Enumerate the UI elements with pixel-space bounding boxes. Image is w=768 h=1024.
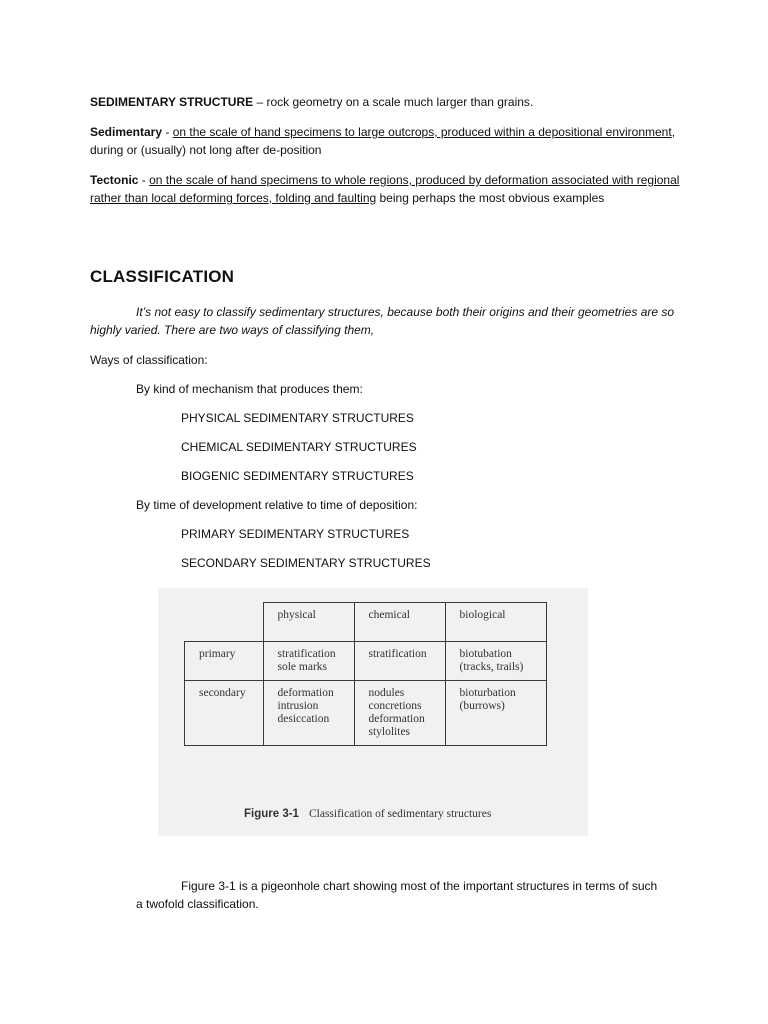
section-heading: CLASSIFICATION (90, 267, 235, 286)
table-corner (185, 603, 264, 642)
figure-3-1 (158, 588, 588, 836)
cell-line: intrusion (277, 700, 319, 712)
mechanism-item-physical: PHYSICAL SEDIMENTARY STRUCTURES (181, 411, 414, 425)
table-cell (354, 681, 445, 746)
classification-intro: It’s not easy to classify sedimentary structures, because both their origins and their geometries are so highly varied. There are two ways of classifying them, (90, 305, 675, 337)
cell-line: stratification (277, 648, 336, 660)
cell-line: desiccation (277, 713, 330, 725)
definition-text: being perhaps the most obvious examples (376, 191, 605, 205)
cell-line: stratification (368, 648, 427, 660)
term: SEDIMENTARY STRUCTURE (90, 95, 254, 109)
cell-line: deformation (277, 687, 334, 699)
underlined-definition: on the scale of hand specimens to whole regions, produced by deformation associated with regional rather than local deforming forces, folding and faulting (90, 173, 680, 205)
closing-paragraph: Figure 3-1 is a pigeonhole chart showing most of the important structures in terms of such a twofold classification. (136, 879, 658, 911)
table-cell (263, 642, 354, 681)
definition-text: – rock geometry on a scale much larger than grains. (253, 95, 534, 109)
ways-label: Ways of classification: (90, 353, 208, 367)
time-item-secondary: SECONDARY SEDIMENTARY STRUCTURES (181, 556, 431, 570)
table-header-row (185, 603, 547, 642)
row-header-primary: primary (185, 642, 264, 681)
cell-line: deformation (368, 713, 425, 725)
table-row (185, 642, 547, 681)
cell-line: bioturbation (459, 687, 516, 699)
definition-tectonic (90, 171, 680, 207)
figure-label: Figure 3-1 (244, 808, 299, 820)
classification-table (184, 602, 547, 746)
column-header-chemical: chemical (354, 603, 445, 642)
table-cell (445, 642, 546, 681)
table-cell (445, 681, 546, 746)
cell-line: (burrows) (459, 700, 505, 712)
mechanism-item-chemical: CHEMICAL SEDIMENTARY STRUCTURES (181, 440, 417, 454)
mechanism-item-biogenic: BIOGENIC SEDIMENTARY STRUCTURES (181, 469, 414, 483)
column-header-physical: physical (263, 603, 354, 642)
underlined-definition: on the scale of hand specimens to large outcrops, produced within a depositional environment (172, 125, 672, 139)
dash: - (138, 173, 150, 187)
cell-line: nodules (368, 687, 405, 699)
classification-section (90, 268, 234, 286)
dash: - (162, 125, 173, 139)
by-mechanism-label: By kind of mechanism that produces them: (136, 382, 363, 396)
term: Tectonic (90, 173, 139, 187)
cell-line: biotubation (459, 648, 512, 660)
time-item-primary: PRIMARY SEDIMENTARY STRUCTURES (181, 527, 410, 541)
table-row (185, 681, 547, 746)
definition-text: , during or (usually) not long after de-position (90, 125, 676, 157)
definition-sedimentary-structure (90, 93, 680, 111)
cell-line: sole marks (277, 661, 328, 673)
term: Sedimentary (90, 125, 163, 139)
cell-line: (tracks, trails) (459, 661, 524, 673)
table-cell (263, 681, 354, 746)
caption-text: Classification of sedimentary structures (308, 808, 492, 820)
figure-caption (244, 805, 491, 823)
table-cell (354, 642, 445, 681)
row-header-secondary: secondary (185, 681, 264, 746)
cell-line: concretions (368, 700, 422, 712)
cell-line: stylolites (368, 726, 411, 738)
column-header-biological: biological (445, 603, 546, 642)
by-time-label: By time of development relative to time of deposition: (136, 498, 418, 512)
definition-sedimentary (90, 123, 680, 159)
